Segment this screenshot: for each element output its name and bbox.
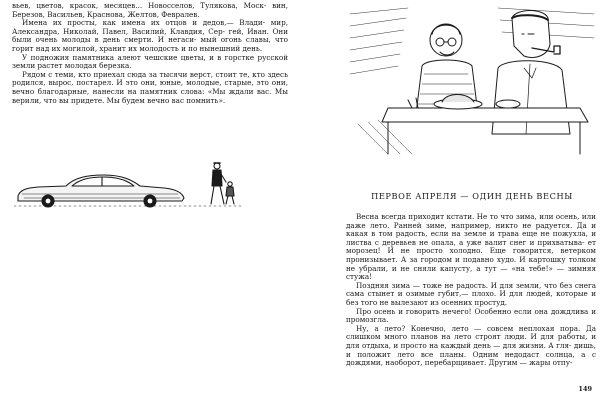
text-line: и какая в том радость, если на земле и трава еще не пожухла, bbox=[346, 220, 596, 239]
text-line: У подножия памятника алеют чешские цветы, и в горстке bbox=[22, 52, 255, 62]
text-line: ет морозец! И не просто холодно. Еще говорится, ветерком bbox=[346, 237, 596, 256]
chapter-title: ПЕРВОЕ АПРЕЛЯ — ОДИН ДЕНЬ ВЕСНЫ bbox=[371, 191, 573, 201]
text-line: вьев, цветов, красок, месяцев... Новосселов, Тулякова, Моск- bbox=[12, 1, 267, 10]
text-line: вин, Березов, Васильев, Краснова, Желтов, Февралев. bbox=[12, 1, 289, 19]
text-line: дождями, наоборот, перебарщивает. Другим — жары отпу- bbox=[346, 358, 573, 368]
text-line: и листва с деревьев не опала, а уже валит снег и прихватыва- bbox=[346, 229, 596, 247]
left-page-text bbox=[12, 2, 288, 105]
car-with-people-illustration bbox=[14, 160, 254, 215]
right-page-text bbox=[346, 213, 596, 368]
text-line: или даже лето. Ранней зиме, например, никто не радуется. Да bbox=[346, 212, 596, 230]
text-line: и по нынешний день. bbox=[181, 43, 263, 53]
text-line: Имена их просты, как имена их отцов и дедов,— Влади- bbox=[22, 18, 266, 28]
text-line: вечно вас помнить». bbox=[147, 95, 226, 105]
text-line: Ну, а лето? Конечно, лето — совсем неплохая пора. Да bbox=[356, 323, 596, 333]
text-line: и для отдыха, и просто на каждый день — для жизни. А гля- bbox=[346, 332, 596, 350]
text-line: которые и без того не вылезают из осенних простуд. bbox=[346, 289, 596, 307]
text-line: Рядом с теми, кто приехал сюда за тысячи верст, стоит те, bbox=[22, 69, 250, 79]
text-line: мир, Александра, Николай, Павел, Василий, Клавдия, Сер- bbox=[12, 18, 288, 36]
text-line: стужа! bbox=[346, 272, 373, 282]
text-line: слова: «Мы ждали вас. Мы верили, что вы придете. Мы будем bbox=[12, 86, 288, 105]
right-page bbox=[300, 0, 600, 402]
text-line: Весна всегда приходит кстати. Не то что зима, или осень, bbox=[356, 212, 580, 221]
text-line: снега сама стынет и озимые губит,— плохо. И для людей, bbox=[346, 280, 596, 299]
text-line: и промозгла. bbox=[346, 306, 596, 325]
text-line: слишком много планов на лето строят люди. И для работы, bbox=[346, 332, 588, 342]
text-line: кто здесь родился, вырос, постарел. И это они, юные, молодые, bbox=[12, 69, 288, 88]
text-line: Про осень и говорить нечего! Особенно если она дождлива bbox=[356, 306, 589, 316]
text-line: мый огонь славы, что горит над их могилой, хранит их молодость bbox=[12, 35, 288, 53]
text-line: пронизывает. А за городом и подавно худо. И картошку толком bbox=[346, 254, 596, 264]
text-line: старые, это они, вечно благодарные, нанесли на памятник bbox=[12, 78, 288, 96]
men-at-table-illustration bbox=[348, 4, 596, 160]
text-line: гей, Иван. Они были очень молоды в день смерти. И негаси- bbox=[12, 26, 288, 45]
text-line: дишь, и положит лето все планы. Одним недодаст солнца, а с bbox=[346, 340, 596, 359]
text-line: Поздняя зима — тоже не радость. И для земли, что без bbox=[356, 280, 573, 290]
text-line: русской земли растет молодая березка. bbox=[12, 52, 289, 71]
text-line: не убрали, и не сняли капусту, а тут — «на тебе!» — зимняя bbox=[346, 263, 596, 273]
page-number: 149 bbox=[578, 385, 592, 393]
